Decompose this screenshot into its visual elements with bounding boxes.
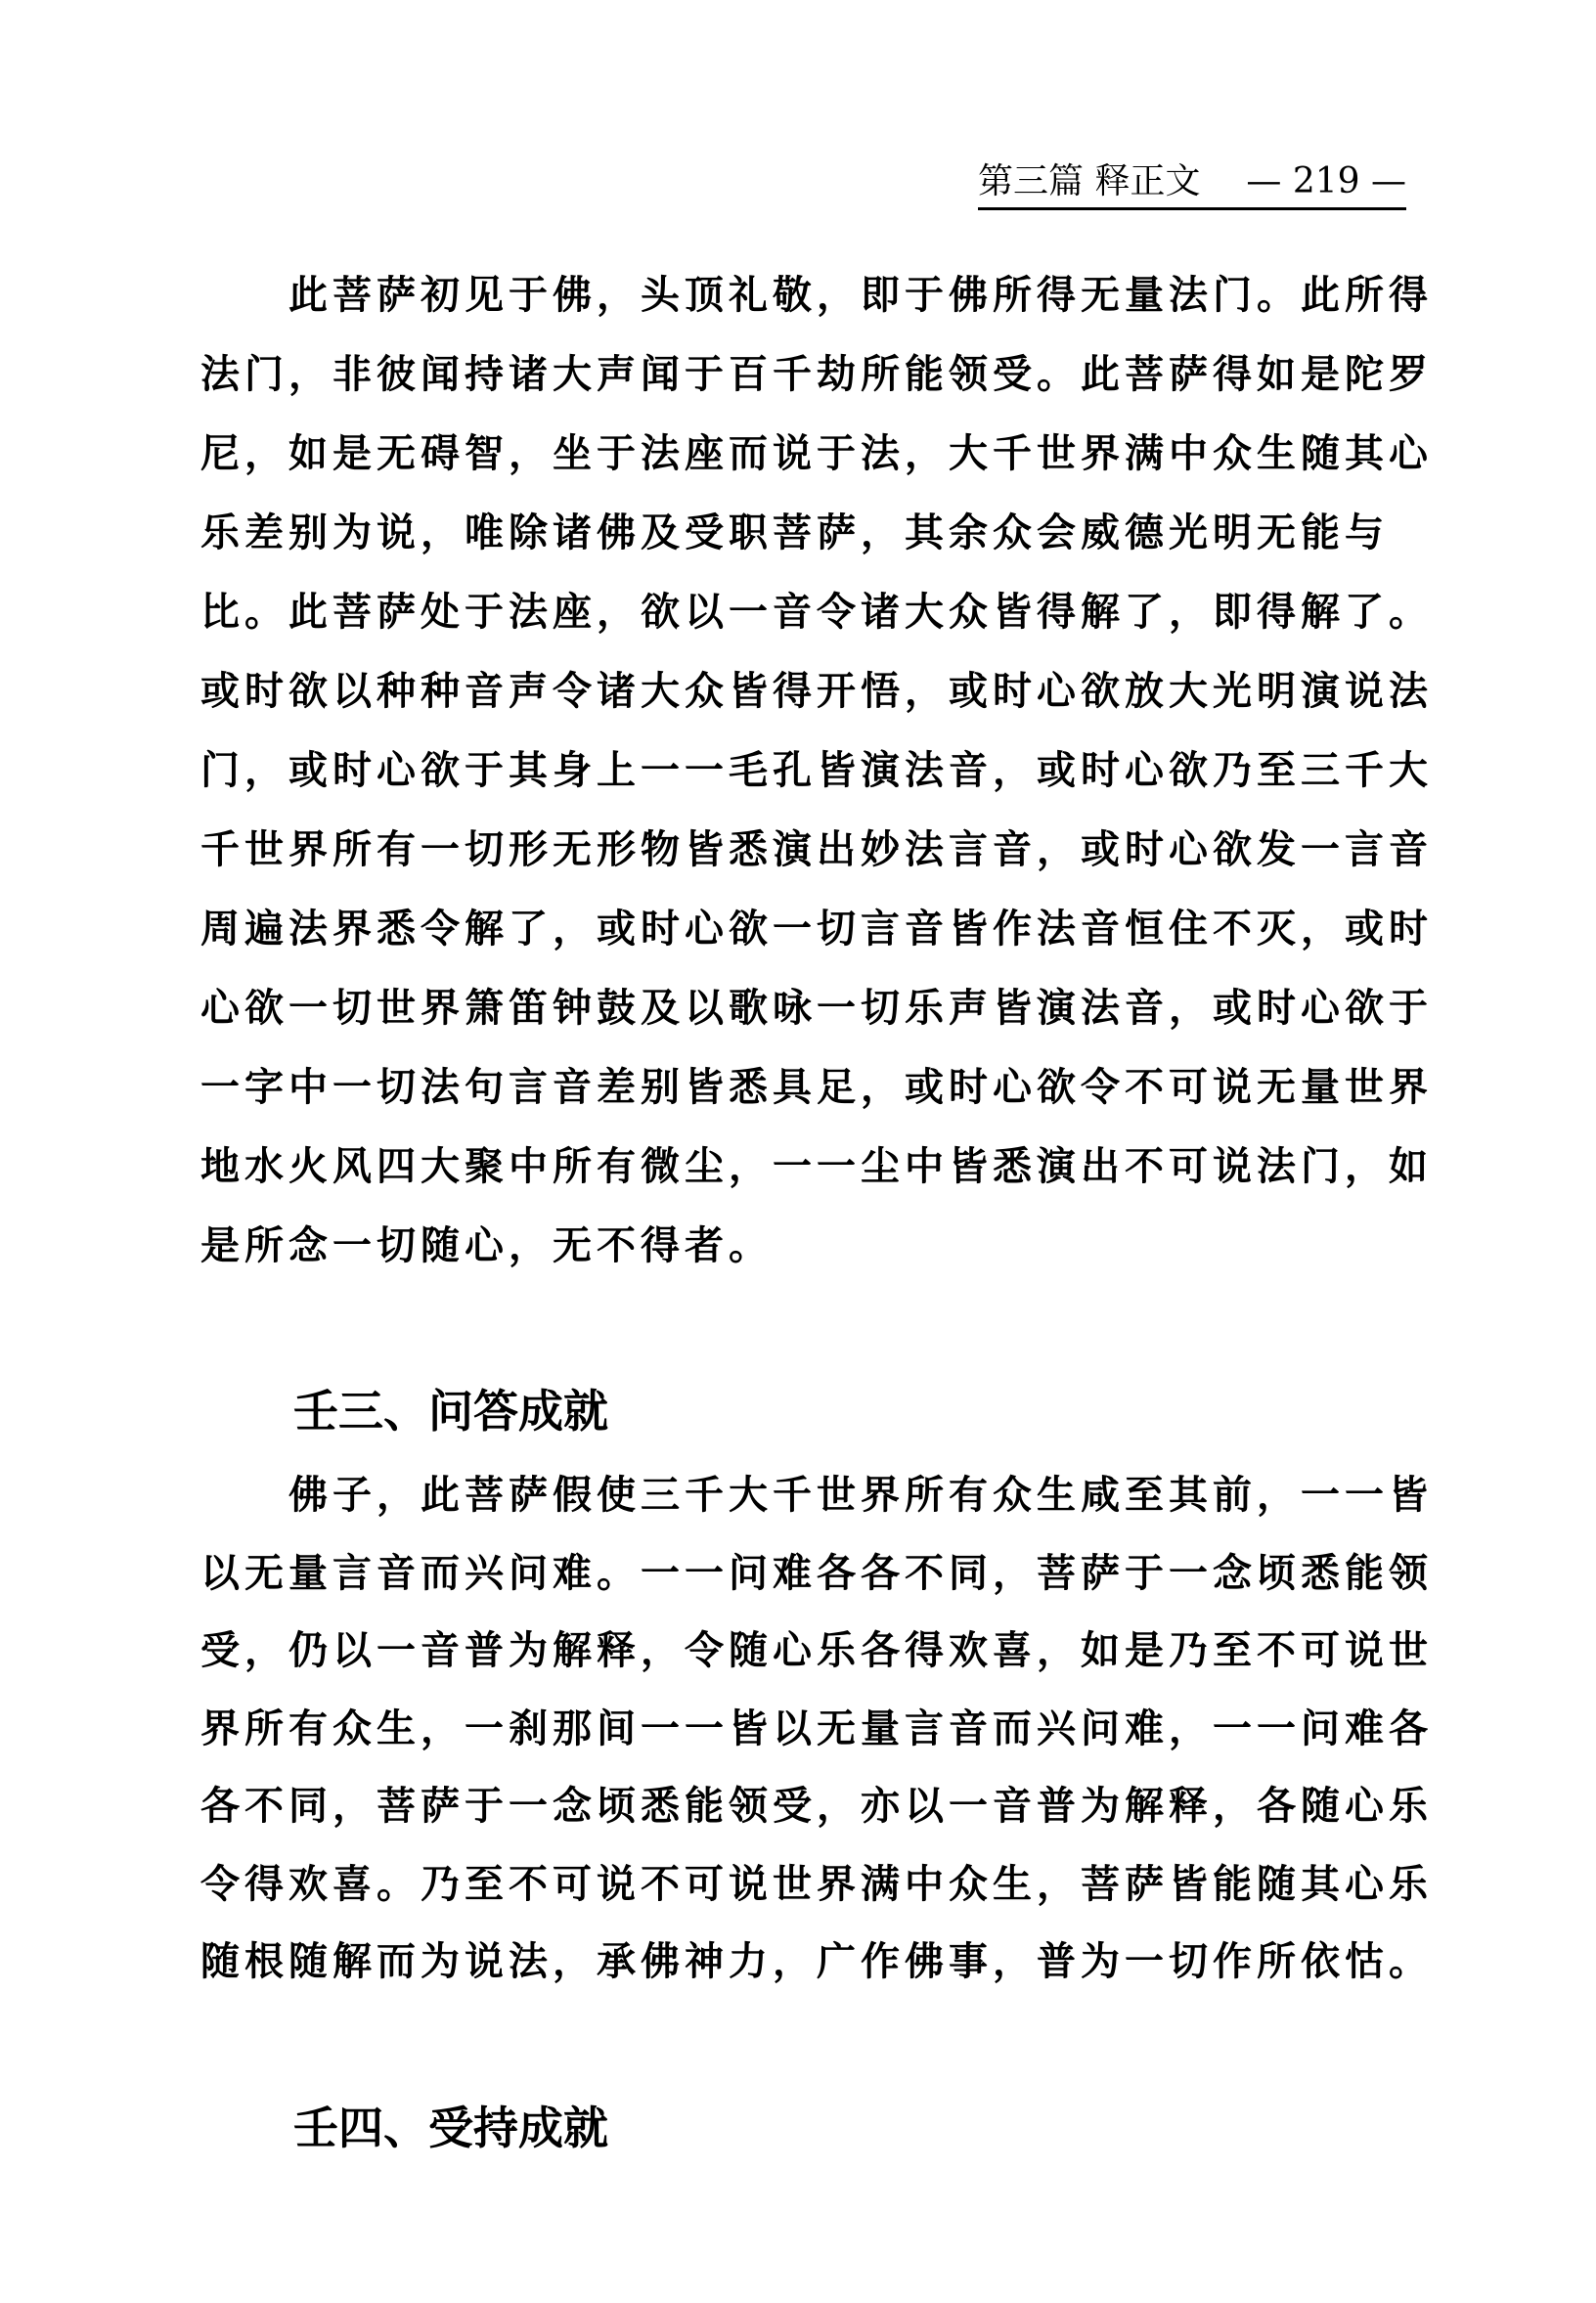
text-line: 千世界所有一切形无形物皆悉演出妙法言音，或时心欲发一言音 <box>200 827 1433 872</box>
text-line: 界所有众生，一刹那间一一皆以无量言音而兴问难，一一问难各 <box>200 1705 1433 1751</box>
running-header <box>978 156 1406 210</box>
section-heading-qa: 壬三、问答成就 <box>293 1385 608 1438</box>
text-line: 是所念一切随心，无不得者。 <box>200 1223 773 1268</box>
chapter-title: 第三篇 释正文 <box>978 161 1201 201</box>
text-line: 法门，非彼闻持诸大声闻于百千劫所能领受。此菩萨得如是陀罗 <box>200 352 1433 397</box>
text-line: 令得欢喜。乃至不可说不可说世界满中众生，菩萨皆能随其心乐 <box>200 1861 1433 1907</box>
text-line: 此菩萨初见于佛，头顶礼敬，即于佛所得无量法门。此所得 <box>288 273 1433 318</box>
text-line: 各不同，菩萨于一念顷悉能领受，亦以一音普为解释，各随心乐 <box>200 1784 1433 1829</box>
text-line: 周遍法界悉令解了，或时心欲一切言音皆作法音恒住不灭，或时 <box>200 907 1433 952</box>
text-line: 受，仍以一音普为解释，令随心乐各得欢喜，如是乃至不可说世 <box>200 1628 1433 1673</box>
text-line: 乐差别为说，唯除诸佛及受职菩萨，其余众会威德光明无能与 <box>200 510 1389 555</box>
text-line: 随根随解而为说法，承佛神力，广作佛事，普为一切作所依怙。 <box>200 1939 1433 1984</box>
text-line: 以无量言音而兴问难。一一问难各各不同，菩萨于一念顷悉能领 <box>200 1550 1433 1596</box>
text-line: 或时欲以种种音声令诸大众皆得开悟，或时心欲放大光明演说法 <box>200 669 1433 714</box>
page-number: — 219 — <box>1246 161 1406 201</box>
text-line: 心欲一切世界箫笛钟鼓及以歌咏一切乐声皆演法音，或时心欲于 <box>200 986 1433 1031</box>
text-line: 地水火风四大聚中所有微尘，一一尘中皆悉演出不可说法门，如 <box>200 1144 1433 1189</box>
text-line: 门，或时心欲于其身上一一毛孔皆演法音，或时心欲乃至三千大 <box>200 748 1433 793</box>
section-heading-upholding: 壬四、受持成就 <box>293 2102 608 2154</box>
text-line: 尼，如是无碍智，坐于法座而说于法，大千世界满中众生随其心 <box>200 431 1433 476</box>
text-line: 佛子，此菩萨假使三千大千世界所有众生咸至其前，一一皆 <box>288 1473 1433 1518</box>
text-line: 比。此菩萨处于法座，欲以一音令诸大众皆得解了，即得解了。 <box>200 590 1433 635</box>
text-line: 一字中一切法句言音差别皆悉具足，或时心欲令不可说无量世界 <box>200 1065 1433 1110</box>
